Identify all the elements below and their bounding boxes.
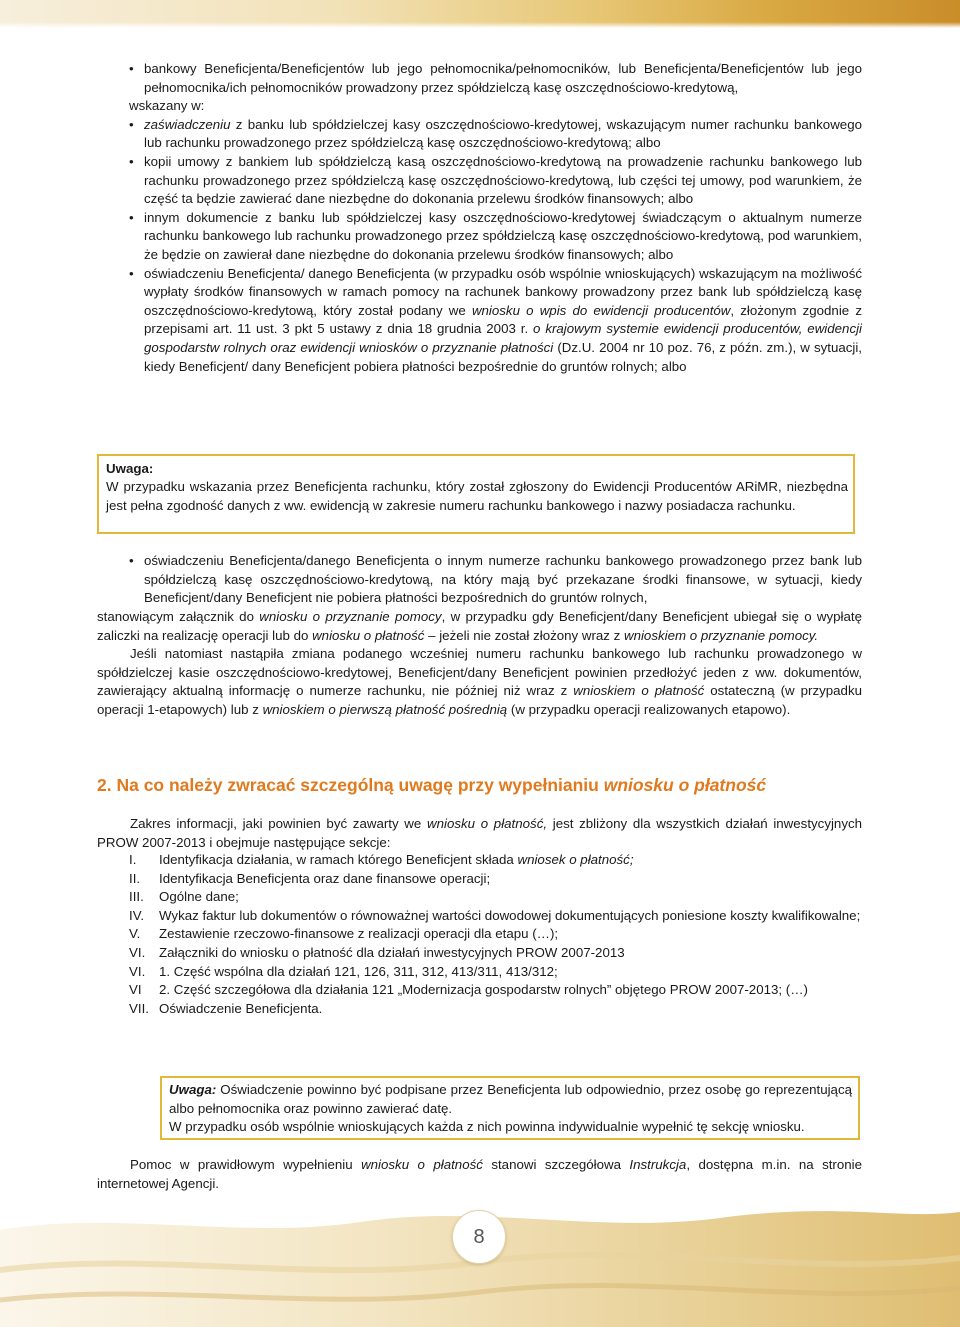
- final-paragraph: Pomoc w prawidłowym wypełnieniu wniosku o płatność stanowi szczegółowa Instrukcja, dostępna m.in. na stronie internetowej Agencji.: [97, 1157, 862, 1191]
- list-item: • oświadczeniu Beneficjenta/ danego Beneficjenta (w przypadku osób wspólnie wnioskujących) wskazującym na możliwość wypłaty środków finansowych w ramach pomocy na rachunek bankowy prowadzony przez bank lub spółdzielczą kasę oszczędnościowo-kredytową, który został podany we wniosku o wpis do ewidencji producentów, złożonym zgodnie z przepisami art. 11 ust. 3 pkt 5 ustawy z dnia 18 grudnia 2003 r. o krajowym systemie ewidencji producentów, ewidencji gospodarstw rolnych oraz ewidencji wniosków o przyznanie płatności (Dz.U. 2004 nr 10 poz. 76, z późn. zm.), w sytuacji, kiedy Beneficjent/ dany Beneficjent pobiera płatności bezpośrednie do gruntów rolnych; albo: [129, 265, 862, 374]
- list-item: • innym dokumencie z banku lub spółdzielczej kasy oszczędnościowo-kredytowej świadczącym o aktualnym numerze rachunku bankowego lub rachunku prowadzonego przez spółdzielczą kasę oszczędnościowo-kredytową, pod warunkiem, że będzie on zawierał dane niezbędne do dokonania przelewu środków finansowych; albo: [129, 209, 862, 262]
- list-item: • zaświadczeniu z banku lub spółdzielczej kasy oszczędnościowo-kredytowej, wskazującym numer rachunku bankowego lub rachunku prowadzonego przez spółdzielczą kasę oszczędnościowo-kredytową; albo: [129, 116, 862, 151]
- list-item: • kopii umowy z bankiem lub spółdzielczą kasą oszczędnościowo-kredytową na prowadzenie rachunku bankowego lub rachunku prowadzonego przez spółdzielczą kasę oszczędnościowo-kredytową, lub części tej umowy, pod warunkiem, że część ta będzie zawierać dane niezbędne do dokonania przelewu środków finansowych; albo: [129, 153, 862, 207]
- section-heading: 2. Na co należy zwracać szczególną uwagę przy wypełnianiu wniosku o płatność: [97, 775, 767, 795]
- bullet-icon: •: [129, 265, 134, 281]
- account-document-list: [129, 60, 862, 376]
- other-account-item: [129, 552, 862, 608]
- note-box-ewidencja: [97, 454, 855, 534]
- section-item: VI. 1. Część wspólna dla działań 121, 126, 311, 312, 413/311, 413/312;: [129, 963, 558, 979]
- section-item: IV. Wykaz faktur lub dokumentów o równoważnej wartości dowodowej dokumentujących poniesione koszty kwalifikowalne;: [129, 907, 861, 923]
- bullet-icon: •: [129, 153, 134, 169]
- section-item: VII. Oświadczenie Beneficjenta.: [129, 1000, 323, 1016]
- paragraph-account-change: Jeśli natomiast nastąpiła zmiana podanego wcześniej numeru rachunku bankowego lub rachunku prowadzonego w spółdzielczej kasie oszczędnościowo-kredytowej, Beneficjent/dany Beneficjent powinien przedłożyć jeden z ww. dokumentów, zawierający aktualną informację o numerze rachunku, nie później niż wraz z wnioskiem o płatność ostateczną (w przypadku operacji 1-etapowych) lub z wnioskiem o pierwszą płatność pośrednią (w przypadku operacji realizowanych etapowo).: [97, 646, 862, 717]
- intro-line: wskazany w:: [129, 98, 205, 114]
- sections-list: [129, 851, 862, 1018]
- section-item: VI. Załączniki do wniosku o płatność dla działań inwestycyjnych PROW 2007-2013: [129, 944, 625, 960]
- bullet-icon: •: [129, 61, 134, 76]
- bullet-icon: •: [129, 116, 134, 132]
- section-item: II. Identyfikacja Beneficjenta oraz dane finansowe operacji;: [129, 870, 491, 886]
- note-box-signature: [160, 1076, 860, 1140]
- note-title: Uwaga:: [106, 461, 154, 476]
- sections-intro: Zakres informacji, jaki powinien być zawarty we wniosku o płatność, jest zbliżony dla wszystkich działań inwestycyjnych PROW 2007-2013 i obejmuje następujące sekcje:: [97, 816, 863, 850]
- note-text: W przypadku osób wspólnie wnioskujących każda z nich powinna indywidualnie wypełnić tę sekcję wniosku.: [169, 1119, 805, 1135]
- page-number: 8: [452, 1210, 506, 1264]
- top-decorative-band: [0, 0, 960, 28]
- bullet-icon: •: [129, 209, 134, 225]
- section-item: VI 2. Część szczegółowa dla działania 121 „Modernizacja gospodarstw rolnych” objętego PROW 2007-2013; (…): [129, 982, 808, 998]
- section-item: I. Identyfikacja działania, w ramach którego Beneficjent składa wniosek o płatność;: [129, 852, 634, 867]
- section-item: V. Zestawienie rzeczowo-finansowe z realizacji operacji dla etapu (…);: [129, 926, 559, 942]
- list-item: • oświadczeniu Beneficjenta/danego Beneficjenta o innym numerze rachunku bankowego prowadzonego przez bank lub spółdzielczą kasę oszczędnościowo-kredytową, na który mają być przekazane środki finansowe, w sytuacji, kiedy Beneficjent/dany Beneficjent nie pobiera płatności bezpośrednich do gruntów rolnych,: [129, 553, 862, 606]
- paragraph-attachment: stanowiącym załącznik do wniosku o przyznanie pomocy, w przypadku gdy Beneficjent/dany Beneficjent ubiegał się o wypłatę zaliczki na realizację operacji lub do wniosku o płatność – jeżeli nie został złożony wraz z wnioskiem o przyznanie pomocy. Jeśli natomiast nastąpiła zmiana podanego wcześniej numeru rachunku bankowego lub rachunku prowadzonego w spółdzielczej kasie oszczędnościowo-kredytowej, Beneficjent/dany Beneficjent powinien przedłożyć jeden z ww. dokumentów, zawierający aktualną informację o numerze rachunku, nie później niż wraz z wnioskiem o płatność ostateczną (w przypadku operacji 1-etapowych) lub z wnioskiem o pierwszą płatność pośrednią (w przypadku operacji realizowanych etapowo).: [97, 608, 862, 720]
- section-item: III. Ogólne dane;: [129, 889, 239, 905]
- list-item: • bankowy Beneficjenta/Beneficjentów lub jego pełnomocnika/pełnomocników, lub Beneficjenta/Beneficjentów lub jego pełnomocnika/ich pełnomocników prowadzony przez spółdzielczą kasę oszczędnościowo-kredytową,: [129, 61, 862, 95]
- note-text: W przypadku wskazania przez Beneficjenta rachunku, który został zgłoszony do Ewidencji Producentów ARiMR, niezbędna jest pełna zgodność danych z ww. ewidencją w zakresie numeru rachunku bankowego i nazwy posiadacza rachunku.: [106, 479, 848, 513]
- note-text: Uwaga: Oświadczenie powinno być podpisane przez Beneficjenta lub odpowiednio, przez osobę go reprezentującą albo pełnomocnika oraz powinno zawierać datę.: [169, 1082, 852, 1116]
- bullet-icon: •: [129, 553, 134, 568]
